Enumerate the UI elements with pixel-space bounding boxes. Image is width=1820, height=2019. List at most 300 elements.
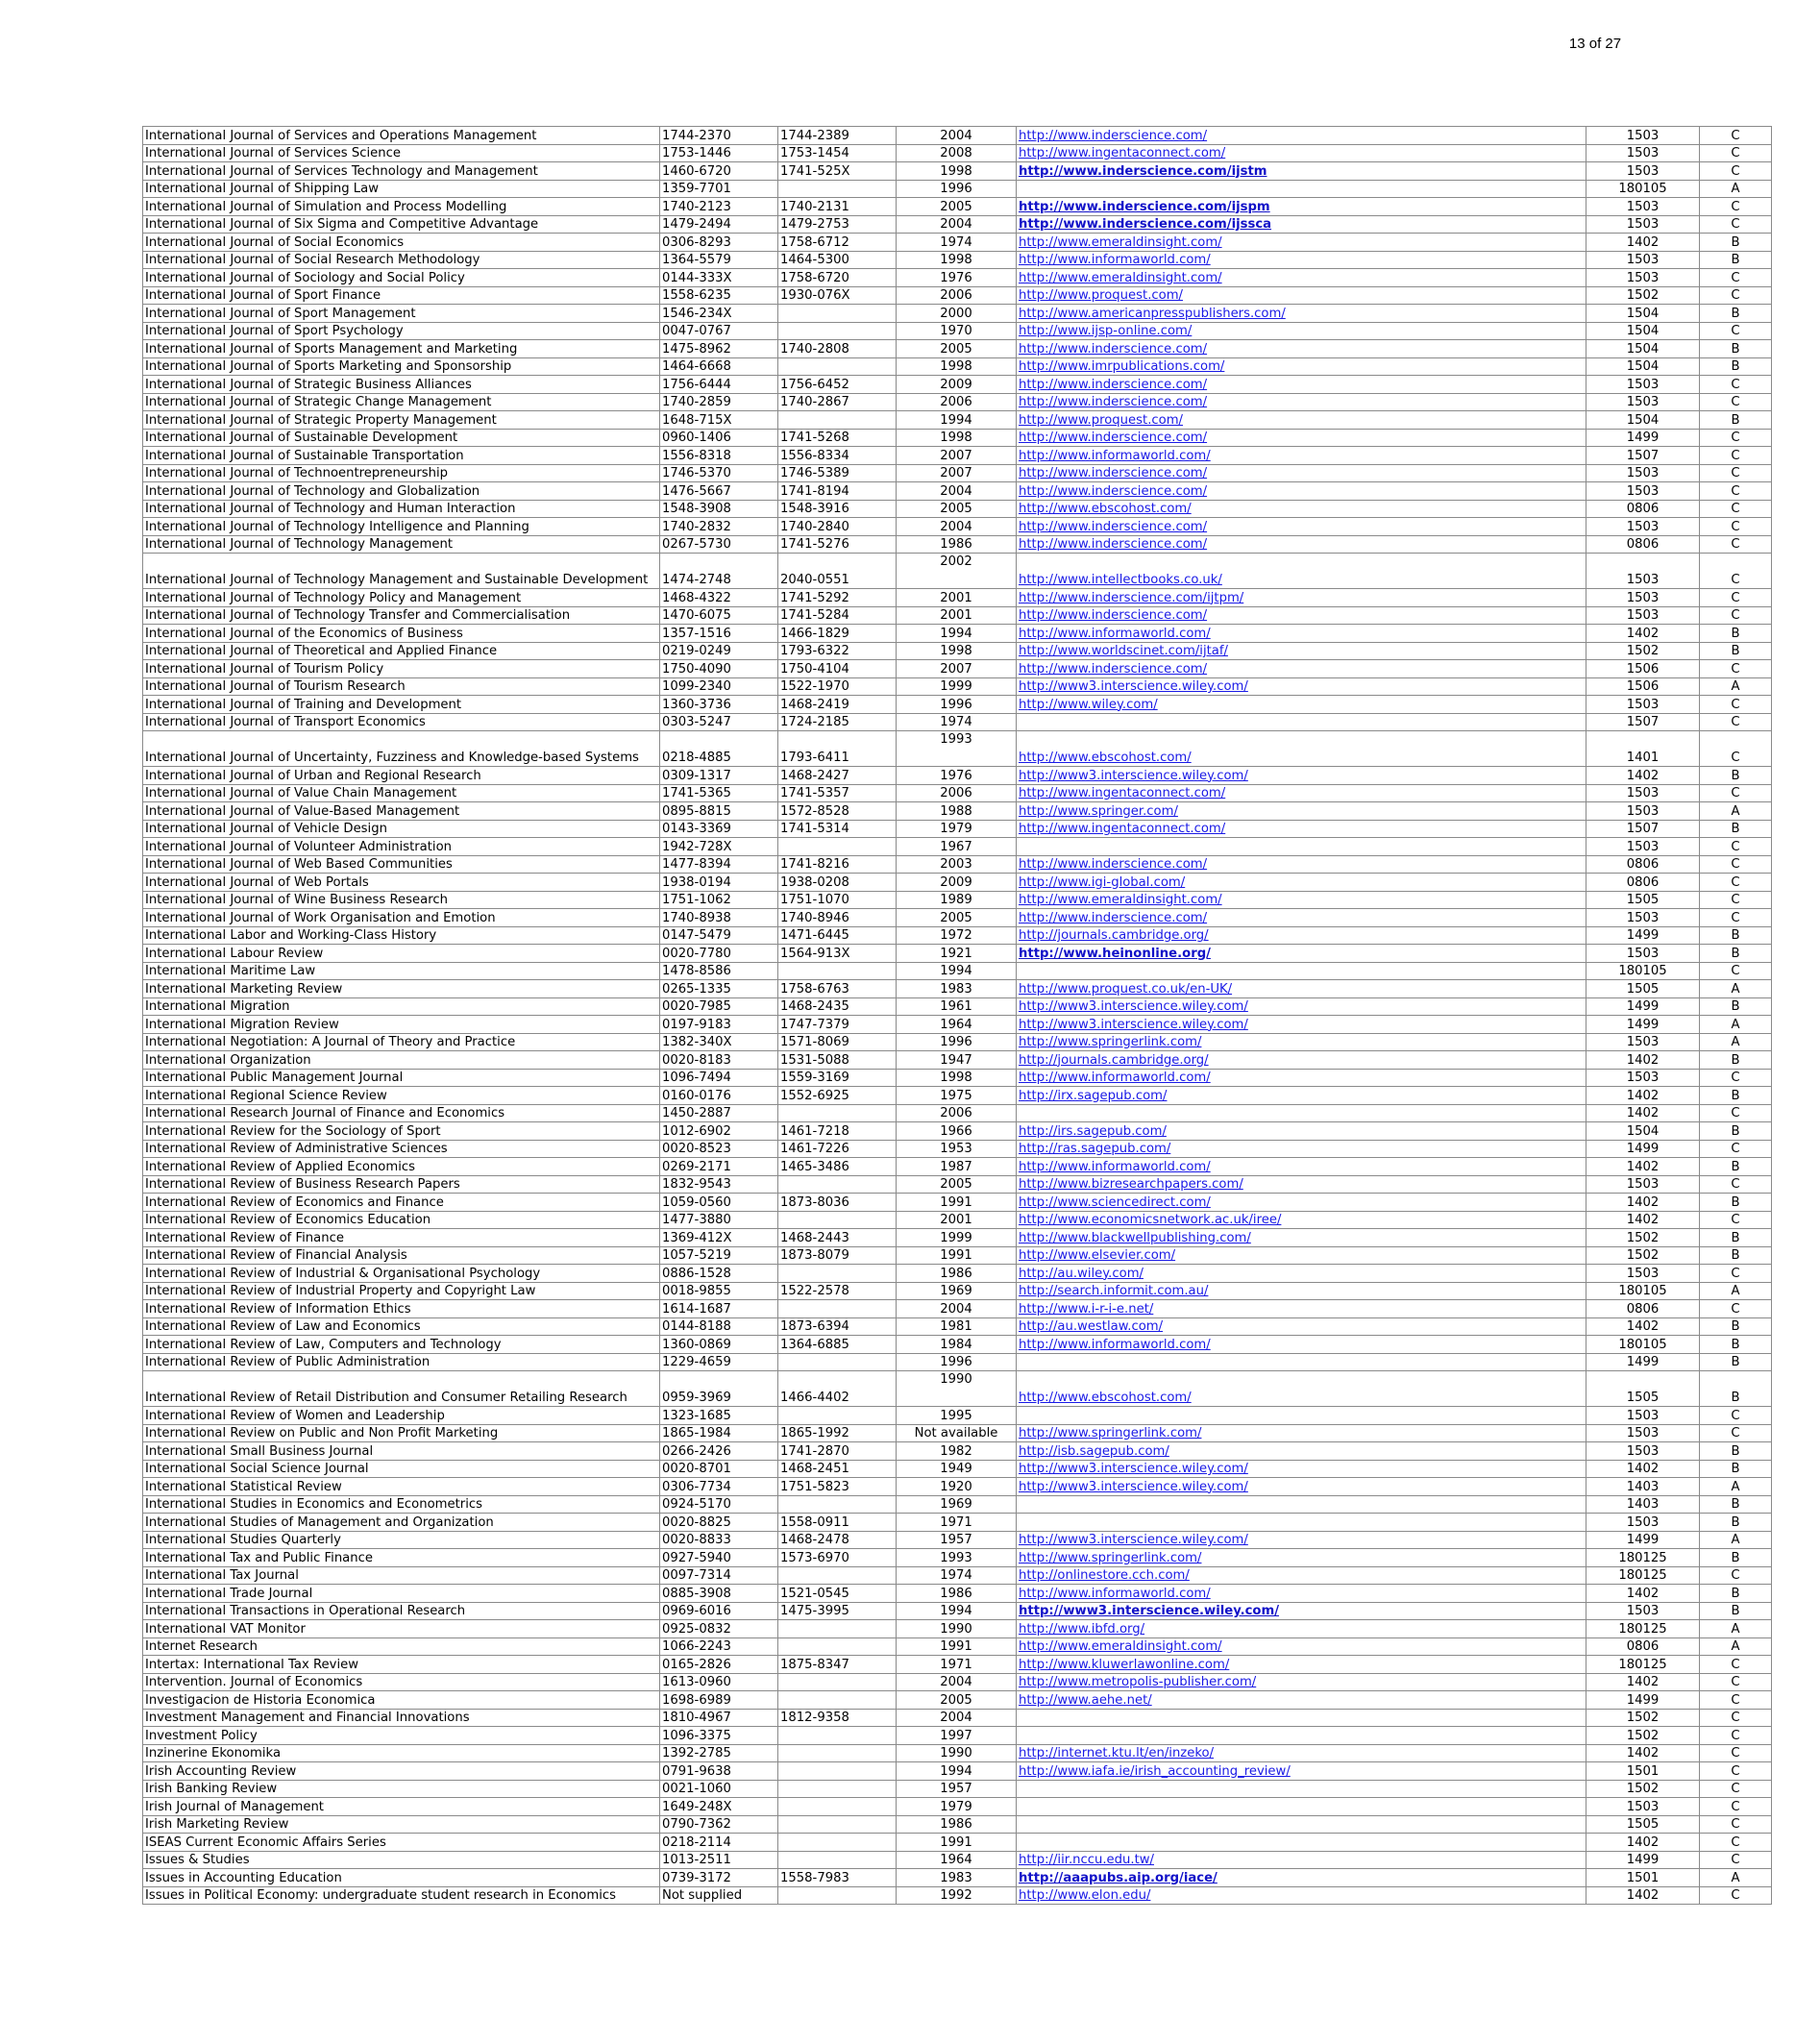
rank-cell: B [1700,1229,1772,1247]
journal-url-link[interactable]: http://irs.sagepub.com/ [1019,1123,1167,1139]
code-cell: 1503 [1586,1033,1700,1051]
issn-cell: 1360-0869 [660,1336,778,1354]
table-row [143,411,1772,430]
eissn-cell [778,357,897,376]
url-cell [1017,554,1586,589]
year-cell: 1953 [897,1140,1017,1158]
year-cell: 1994 [897,625,1017,643]
table-row [143,127,1772,145]
issn-cell: 1756-6444 [660,376,778,394]
url-cell [1017,1514,1586,1532]
journal-url-link[interactable]: http://www.springer.com/ [1019,803,1178,819]
journal-title-cell: Investment Policy [143,1727,660,1745]
journal-url-link[interactable]: http://www.informaworld.com/ [1019,448,1211,463]
journal-title-cell: International Review on Public and Non Profit Marketing [143,1424,660,1442]
code-cell: 1503 [1586,376,1700,394]
journal-url-link[interactable]: http://www.proquest.com/ [1019,288,1183,303]
url-cell [1017,1175,1586,1194]
rank-cell: C [1700,1104,1772,1122]
journal-title-cell: International Review of Industrial & Organisational Psychology [143,1265,660,1283]
eissn-cell [778,1834,897,1852]
eissn-cell [778,1104,897,1122]
issn-cell: 0790-7362 [660,1815,778,1834]
year-cell: 1971 [897,1514,1017,1532]
table-row [143,357,1772,376]
journal-url-link[interactable]: http://www.proquest.co.uk/en-UK/ [1019,981,1233,997]
year-cell: 1986 [897,1585,1017,1603]
url-cell [1017,1566,1586,1585]
year-cell: 1964 [897,1016,1017,1034]
journal-url-link[interactable]: http://onlinestore.cch.com/ [1019,1568,1190,1583]
code-cell: 1501 [1586,1762,1700,1781]
journal-title-cell: International Journal of Wine Business Research [143,891,660,909]
year-cell: 1990 [897,1620,1017,1638]
journal-url-link[interactable]: http://www.wiley.com/ [1019,697,1158,712]
journal-url-link[interactable]: http://www.economicsnetwork.ac.uk/iree/ [1019,1213,1282,1227]
url-cell [1017,1495,1586,1514]
journal-title-cell: Intervention. Journal of Economics [143,1673,660,1691]
journal-title-cell: International Review of Law, Computers and Technology [143,1336,660,1354]
url-cell [1017,1851,1586,1869]
code-cell: 1401 [1586,731,1700,767]
journal-url-link[interactable]: http://www.inderscience.com/ijtpm/ [1019,590,1244,605]
journal-url-link[interactable]: http://www3.interscience.wiley.com/ [1019,1604,1280,1618]
journal-url-link[interactable]: http://www.inderscience.com/ [1019,857,1208,872]
table-row [143,180,1772,198]
journal-url-link[interactable]: http://ras.sagepub.com/ [1019,1142,1171,1156]
url-cell [1017,1282,1586,1300]
rank-cell: B [1700,305,1772,323]
journal-url-link[interactable]: http://www.ingentaconnect.com/ [1019,786,1226,800]
issn-cell: 1649-248X [660,1798,778,1816]
eissn-cell [778,1495,897,1514]
rank-cell: C [1700,909,1772,927]
journal-url-link[interactable]: http://www.inderscience.com/ [1019,519,1208,534]
eissn-cell: 1468-2478 [778,1531,897,1549]
eissn-cell: 1521-0545 [778,1585,897,1603]
rank-cell: C [1700,535,1772,554]
url-cell [1017,945,1586,963]
code-cell: 180125 [1586,1549,1700,1567]
rank-cell: C [1700,1780,1772,1798]
journal-url-link[interactable]: http://www.heinonline.org/ [1019,946,1211,961]
journal-title-cell: International Journal of Strategic Business Alliances [143,376,660,394]
issn-cell: 1744-2370 [660,127,778,145]
table-row [143,1194,1772,1212]
year-cell: 2006 [897,393,1017,411]
table-row [143,1407,1772,1425]
rank-cell: C [1700,518,1772,536]
journal-title-cell: International Journal of Vehicle Design [143,820,660,838]
journal-url-link[interactable]: http://www.inderscience.com/ [1019,608,1208,623]
journal-url-link[interactable]: http://au.wiley.com/ [1019,1266,1144,1281]
url-cell [1017,1637,1586,1656]
journal-url-link[interactable]: http://www.inderscience.com/ [1019,128,1208,143]
journal-url-link[interactable]: http://www3.interscience.wiley.com/ [1019,1533,1248,1547]
table-row [143,1780,1772,1798]
eissn-cell: 1873-6394 [778,1317,897,1336]
journal-url-link[interactable]: http://www.informaworld.com/ [1019,626,1211,641]
table-row [143,1744,1772,1762]
journal-url-link[interactable]: http://www.ijsp-online.com/ [1019,324,1193,338]
code-cell: 1505 [1586,980,1700,998]
table-row [143,962,1772,980]
year-cell: 1974 [897,234,1017,252]
journal-title-cell: International Journal of Technology and Human Interaction [143,500,660,518]
table-row [143,1246,1772,1265]
eissn-cell: 1741-5284 [778,606,897,625]
rank-cell: B [1700,1194,1772,1212]
year-cell: 2009 [897,376,1017,394]
eissn-cell: 1741-5276 [778,535,897,554]
journal-url-link[interactable]: http://www.inderscience.com/ [1019,395,1208,409]
eissn-cell: 1793-6411 [778,731,897,767]
year-cell: 1979 [897,820,1017,838]
journal-url-link[interactable]: http://www.kluwerlawonline.com/ [1019,1657,1230,1672]
eissn-cell: 1531-5088 [778,1051,897,1070]
rank-cell: B [1700,1585,1772,1603]
eissn-cell: 1758-6763 [778,980,897,998]
code-cell: 1503 [1586,215,1700,234]
rank-cell: B [1700,1087,1772,1105]
journal-title-cell: International Studies Quarterly [143,1531,660,1549]
journal-title-cell: International Maritime Law [143,962,660,980]
journal-url-link[interactable]: http://www3.interscience.wiley.com/ [1019,679,1248,694]
journal-url-link[interactable]: http://www.ebscohost.com/ [1019,502,1192,516]
journal-url-link[interactable]: http://search.informit.com.au/ [1019,1284,1209,1298]
journal-url-link[interactable]: http://iir.nccu.edu.tw/ [1019,1853,1154,1867]
journal-url-link[interactable]: http://www.informaworld.com/ [1019,1586,1211,1601]
journal-url-link[interactable]: http://www.springerlink.com/ [1019,1550,1202,1565]
journal-url-link[interactable]: http://www.imrpublications.com/ [1019,359,1225,374]
issn-cell: 1751-1062 [660,891,778,909]
eissn-cell: 1468-2419 [778,696,897,714]
journal-url-link[interactable]: http://irx.sagepub.com/ [1019,1088,1168,1103]
table-row [143,731,1772,767]
rank-cell: C [1700,962,1772,980]
journal-title-cell: International Journal of Technology Transfer and Commercialisation [143,606,660,625]
url-cell [1017,1744,1586,1762]
journal-url-link[interactable]: http://au.westlaw.com/ [1019,1319,1164,1334]
journal-url-link[interactable]: http://www3.interscience.wiley.com/ [1019,999,1248,1014]
eissn-cell [778,1265,897,1283]
journal-url-link[interactable]: http://www.inderscience.com/ [1019,341,1208,357]
journal-title-cell: International Review of Business Research Papers [143,1175,660,1194]
journal-url-link[interactable]: http://www.inderscience.com/ [1019,661,1208,677]
journal-url-link[interactable]: http://www.ingentaconnect.com/ [1019,146,1226,160]
journal-url-link[interactable]: http://www.informaworld.com/ [1019,1337,1211,1352]
eissn-cell: 1740-2131 [778,198,897,216]
code-cell: 1403 [1586,1495,1700,1514]
journal-url-link[interactable]: http://www.i-r-i-e.net/ [1019,1301,1154,1317]
url-cell [1017,1815,1586,1834]
eissn-cell: 1758-6712 [778,234,897,252]
eissn-cell: 1468-2435 [778,997,897,1016]
eissn-cell: 1873-8036 [778,1194,897,1212]
rank-cell: C [1700,1424,1772,1442]
code-cell: 1502 [1586,1246,1700,1265]
journal-url-link[interactable]: http://www.ebscohost.com/ [1019,751,1192,765]
year-cell: 1997 [897,1727,1017,1745]
issn-cell: 1648-715X [660,411,778,430]
journal-url-link[interactable]: http://www3.interscience.wiley.com/ [1019,1017,1248,1032]
table-row [143,162,1772,181]
year-cell: 1983 [897,980,1017,998]
journal-url-link[interactable]: http://www.inderscience.com/ijstm [1019,163,1267,179]
url-cell [1017,127,1586,145]
rank-cell: A [1700,1531,1772,1549]
journal-url-link[interactable]: http://www.inderscience.com/ [1019,537,1208,552]
issn-cell: 1614-1687 [660,1300,778,1318]
issn-cell: 1477-3880 [660,1211,778,1229]
eissn-cell: 1466-1829 [778,625,897,643]
url-cell [1017,1460,1586,1478]
table-row [143,1229,1772,1247]
issn-cell: 0219-0249 [660,642,778,660]
eissn-cell [778,838,897,856]
journal-title-cell: International Journal of Strategic Change Management [143,393,660,411]
url-cell [1017,1371,1586,1407]
journal-url-link[interactable]: http://www3.interscience.wiley.com/ [1019,768,1248,783]
url-cell [1017,1265,1586,1283]
journal-title-cell: International Journal of Volunteer Administration [143,838,660,856]
table-row [143,1815,1772,1834]
issn-cell: 1558-6235 [660,286,778,305]
table-row [143,1069,1772,1087]
journal-url-link[interactable]: http://www3.interscience.wiley.com/ [1019,1462,1248,1476]
year-cell: 1993 [897,731,1017,767]
journal-url-link[interactable]: http://www.iafa.ie/irish_accounting_review/ [1019,1763,1291,1779]
issn-cell: 1865-1984 [660,1424,778,1442]
journal-url-link[interactable]: http://www.springerlink.com/ [1019,1035,1202,1049]
eissn-cell [778,322,897,340]
year-cell: 2001 [897,606,1017,625]
journal-url-link[interactable]: http://www.inderscience.com/ [1019,466,1208,480]
code-cell: 1503 [1586,838,1700,856]
journal-url-link[interactable]: http://www.sciencedirect.com/ [1019,1194,1211,1210]
journal-url-link[interactable]: http://www.springerlink.com/ [1019,1426,1202,1440]
year-cell: 1996 [897,1353,1017,1371]
url-cell [1017,909,1586,927]
code-cell: 1499 [1586,429,1700,447]
url-cell [1017,518,1586,536]
rank-cell: C [1700,198,1772,216]
year-cell: 2006 [897,1104,1017,1122]
journal-url-link[interactable]: http://internet.ktu.lt/en/inzeko/ [1019,1746,1215,1760]
code-cell: 1402 [1586,1673,1700,1691]
eissn-cell: 1741-2870 [778,1442,897,1461]
table-row [143,1495,1772,1514]
rank-cell: C [1700,874,1772,892]
issn-cell: 0020-8701 [660,1460,778,1478]
journal-title-cell: International Journal of Simulation and Process Modelling [143,198,660,216]
journal-url-link[interactable]: http://www.informaworld.com/ [1019,253,1211,267]
eissn-cell: 1471-6445 [778,926,897,945]
rank-cell: B [1700,340,1772,358]
journal-url-link[interactable]: http://www.metropolis-publisher.com/ [1019,1675,1257,1689]
year-cell: 1981 [897,1317,1017,1336]
journal-url-link[interactable]: http://www.bizresearchpapers.com/ [1019,1177,1243,1192]
journal-url-link[interactable]: http://www.igi-global.com/ [1019,874,1186,890]
table-row [143,1104,1772,1122]
journal-url-link[interactable]: http://www.inderscience.com/ [1019,910,1208,925]
journal-title-cell: International Journal of Urban and Regional Research [143,767,660,785]
code-cell: 1502 [1586,1727,1700,1745]
journal-title-cell: International Journal of Technology Management [143,535,660,554]
issn-cell: 0165-2826 [660,1656,778,1674]
code-cell: 1503 [1586,1407,1700,1425]
code-cell: 1402 [1586,1834,1700,1852]
year-cell: 1998 [897,357,1017,376]
journal-url-link[interactable]: http://www.americanpresspublishers.com/ [1019,306,1286,321]
issn-cell: 1099-2340 [660,677,778,696]
year-cell: 1979 [897,1798,1017,1816]
url-cell [1017,874,1586,892]
rank-cell: C [1700,1300,1772,1318]
eissn-cell: 1740-8946 [778,909,897,927]
journal-title-cell: Inzinerine Ekonomika [143,1744,660,1762]
journal-url-link[interactable]: http://www.inderscience.com/ijspm [1019,199,1270,214]
rank-cell: C [1700,660,1772,678]
issn-cell: 1012-6902 [660,1122,778,1141]
rank-cell: B [1700,1495,1772,1514]
rank-cell: A [1700,1016,1772,1034]
journal-url-link[interactable]: http://www.inderscience.com/ijssca [1019,217,1272,232]
code-cell: 1503 [1586,945,1700,963]
journal-url-link[interactable]: http://www.informaworld.com/ [1019,1071,1211,1085]
journal-url-link[interactable]: http://www.emeraldinsight.com/ [1019,270,1222,285]
table-row [143,1566,1772,1585]
rank-cell: C [1700,855,1772,874]
journal-url-link[interactable]: http://journals.cambridge.org/ [1019,928,1209,943]
issn-cell: 0018-9855 [660,1282,778,1300]
rank-cell: A [1700,802,1772,821]
eissn-cell: 1522-2578 [778,1282,897,1300]
rank-cell: B [1700,357,1772,376]
eissn-cell: 1571-8069 [778,1033,897,1051]
eissn-cell: 1741-5357 [778,784,897,802]
eissn-cell: 1793-6322 [778,642,897,660]
rank-cell: C [1700,269,1772,287]
journal-title-cell: International Journal of Sustainable Transportation [143,447,660,465]
rank-cell: A [1700,1637,1772,1656]
journal-url-link[interactable]: http://www.emeraldinsight.com/ [1019,893,1222,907]
journal-url-link[interactable]: http://www.inderscience.com/ [1019,377,1208,392]
journal-title-cell: International Studies of Management and Organization [143,1514,660,1532]
journal-url-link[interactable]: http://www.blackwellpublishing.com/ [1019,1230,1251,1245]
journal-url-link[interactable]: http://www.inderscience.com/ [1019,483,1208,499]
eissn-cell: 1522-1970 [778,677,897,696]
table-row [143,1620,1772,1638]
journal-url-link[interactable]: http://isb.sagepub.com/ [1019,1443,1169,1459]
journal-url-link[interactable]: http://journals.cambridge.org/ [1019,1052,1209,1068]
url-cell [1017,215,1586,234]
journal-url-link[interactable]: http://www.ibfd.org/ [1019,1621,1145,1637]
table-row [143,696,1772,714]
journal-url-link[interactable]: http://www.worldscinet.com/ijtaf/ [1019,644,1228,658]
journal-title-cell: International Organization [143,1051,660,1070]
journal-url-link[interactable]: http://www.ingentaconnect.com/ [1019,822,1226,836]
url-cell [1017,1033,1586,1051]
journal-url-link[interactable]: http://www.emeraldinsight.com/ [1019,1639,1222,1654]
journal-title-cell: International Journal of Social Research Methodology [143,251,660,269]
issn-cell: 0885-3908 [660,1585,778,1603]
code-cell: 1503 [1586,393,1700,411]
journal-url-link[interactable]: http://www3.interscience.wiley.com/ [1019,1479,1248,1494]
journal-url-link[interactable]: http://www.proquest.com/ [1019,412,1183,428]
eissn-cell [778,1300,897,1318]
rank-cell: A [1700,180,1772,198]
journal-title-cell: Investigacion de Historia Economica [143,1691,660,1710]
year-cell: 1999 [897,1229,1017,1247]
journal-url-link[interactable]: http://www.elsevier.com/ [1019,1248,1176,1263]
url-cell [1017,1727,1586,1745]
year-cell: 2006 [897,286,1017,305]
url-cell [1017,1104,1586,1122]
rank-cell: B [1700,1353,1772,1371]
journal-title-cell: International Journal of Social Economics [143,234,660,252]
year-cell: 2001 [897,1211,1017,1229]
issn-cell: 1938-0194 [660,874,778,892]
code-cell: 1402 [1586,1460,1700,1478]
table-row [143,874,1772,892]
journal-url-link[interactable]: http://www.elon.edu/ [1019,1888,1151,1903]
url-cell [1017,464,1586,482]
table-row [143,251,1772,269]
journal-title-cell: International Regional Science Review [143,1087,660,1105]
journal-url-link[interactable]: http://www.ebscohost.com/ [1019,1391,1192,1405]
journal-url-link[interactable]: http://www.aehe.net/ [1019,1692,1152,1708]
journal-title-cell: International Review of Information Ethics [143,1300,660,1318]
rank-cell: B [1700,1549,1772,1567]
journal-title-cell: International Tax Journal [143,1566,660,1585]
rank-cell: C [1700,589,1772,607]
eissn-cell: 1475-3995 [778,1602,897,1620]
rank-cell: C [1700,1407,1772,1425]
eissn-cell: 1938-0208 [778,874,897,892]
table-row [143,677,1772,696]
table-row [143,1051,1772,1070]
url-cell [1017,198,1586,216]
eissn-cell: 1751-5823 [778,1478,897,1496]
journal-title-cell: International Review of Law and Economics [143,1317,660,1336]
journal-title-cell: International Journal of Strategic Property Management [143,411,660,430]
year-cell: 1967 [897,838,1017,856]
eissn-cell: 1930-076X [778,286,897,305]
table-row [143,1371,1772,1407]
code-cell: 1503 [1586,1514,1700,1532]
eissn-cell: 1558-0911 [778,1514,897,1532]
code-cell: 1502 [1586,642,1700,660]
table-row [143,855,1772,874]
issn-cell: 1475-8962 [660,340,778,358]
journal-title-cell: International Journal of Six Sigma and Competitive Advantage [143,215,660,234]
journal-title-cell: International Review of Women and Leadership [143,1407,660,1425]
journal-url-link[interactable]: http://www.intellectbooks.co.uk/ [1019,573,1222,587]
journal-url-link[interactable]: http://aaapubs.aip.org/iace/ [1019,1870,1217,1885]
eissn-cell: 1558-7983 [778,1869,897,1887]
journal-url-link[interactable]: http://www.emeraldinsight.com/ [1019,234,1222,250]
eissn-cell [778,1815,897,1834]
code-cell: 1503 [1586,464,1700,482]
year-cell: 2009 [897,874,1017,892]
journal-url-link[interactable]: http://www.informaworld.com/ [1019,1159,1211,1174]
year-cell: 2008 [897,144,1017,162]
rank-cell: B [1700,926,1772,945]
issn-cell: 0047-0767 [660,322,778,340]
journal-url-link[interactable]: http://www.inderscience.com/ [1019,431,1208,445]
year-cell: 1972 [897,926,1017,945]
